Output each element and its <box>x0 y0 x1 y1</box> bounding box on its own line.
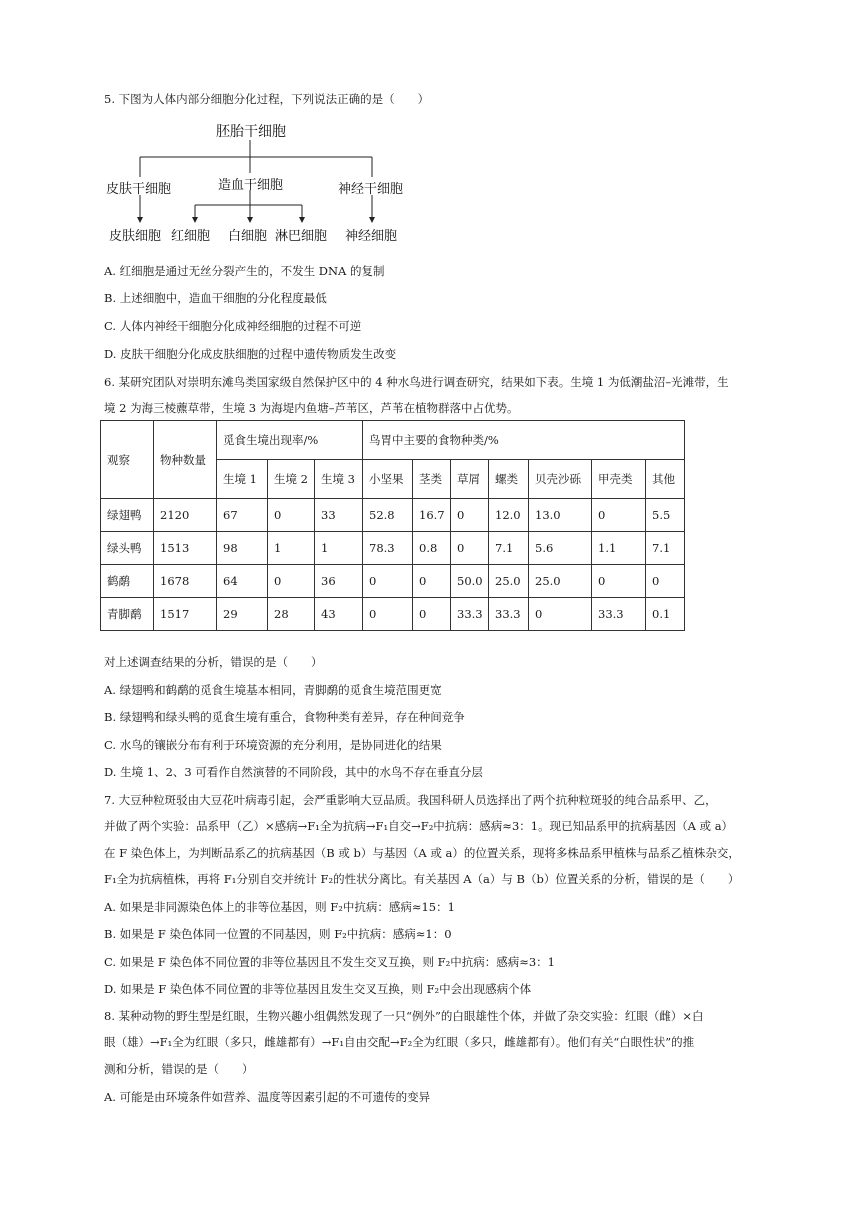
q7-option-a: A. 如果是非同源染色体上的非等位基因，则 F₂中抗病：感病≈15：1 <box>104 900 455 914</box>
table-cell: 7.1 <box>489 532 529 565</box>
header-other: 其他 <box>646 460 685 499</box>
table-cell: 12.0 <box>489 499 529 532</box>
q7-stem-line-3: 在 F 染色体上，为判断品系乙的抗病基因（B 或 b）与基因（A 或 a）的位置关系，现将多株品系甲植株与品系乙植株杂交， <box>104 846 740 860</box>
q8-stem-line-3: 测和分析，错误的是（ ） <box>104 1062 254 1076</box>
table-cell: 绿翅鸭 <box>101 499 154 532</box>
table-row <box>101 499 685 532</box>
header-habitat-rate: 觅食生境出现率/% <box>217 421 363 460</box>
header-stomach-food: 鸟胃中主要的食物种类/% <box>363 421 685 460</box>
diagram-skin-cell: 皮肤细胞 <box>109 229 162 244</box>
table-cell: 5.6 <box>529 532 592 565</box>
q8-stem-line-1: 8. 某种动物的野生型是红眼，生物兴趣小组偶然发现了一只“例外”的白眼雄性个体，并做了杂交实验：红眼（雌）×白 <box>104 1009 704 1023</box>
header-stems: 茎类 <box>413 460 451 499</box>
table-cell: 0 <box>529 598 592 631</box>
table-cell: 50.0 <box>451 565 489 598</box>
q5-option-b: B. 上述细胞中，造血干细胞的分化程度最低 <box>104 291 327 305</box>
table-cell: 1 <box>315 532 363 565</box>
table-cell: 0 <box>413 598 451 631</box>
diagram-lymphocyte: 淋巴细胞 <box>275 229 328 244</box>
table-cell: 52.8 <box>363 499 413 532</box>
table-cell: 1517 <box>154 598 217 631</box>
table-cell: 0 <box>413 565 451 598</box>
cell-differentiation-diagram <box>0 0 861 260</box>
table-cell: 1.1 <box>592 532 646 565</box>
table-cell: 98 <box>217 532 268 565</box>
q6-option-b: B. 绿翅鸭和绿头鸭的觅食生境有重合，食物种类有差异，存在种间竞争 <box>104 710 465 724</box>
q6-stem-line-1: 6. 某研究团队对崇明东滩鸟类国家级自然保护区中的 4 种水鸟进行调查研究，结果如下表。生境 1 为低潮盐沼–光滩带，生 <box>104 375 729 389</box>
table-cell: 青脚鹬 <box>101 598 154 631</box>
q8-option-a: A. 可能是由环境条件如营养、温度等因素引起的不可遗传的变异 <box>104 1090 431 1104</box>
diagram-neural-stem-cell: 神经干细胞 <box>338 182 404 197</box>
table-cell: 0 <box>646 565 685 598</box>
table-cell: 25.0 <box>529 565 592 598</box>
table-cell: 33.3 <box>489 598 529 631</box>
table-cell: 0 <box>363 598 413 631</box>
header-shell-gravel: 贝壳沙砾 <box>529 460 592 499</box>
q6-question: 对上述调查结果的分析，错误的是（ ） <box>104 655 323 669</box>
table-cell: 67 <box>217 499 268 532</box>
table-cell: 鹤鹬 <box>101 565 154 598</box>
header-species-count: 物种数量 <box>154 421 217 499</box>
q5-option-a: A. 红细胞是通过无丝分裂产生的，不发生 DNA 的复制 <box>104 264 385 278</box>
table-row <box>101 598 685 631</box>
diagram-red-blood-cell: 红细胞 <box>171 229 211 244</box>
diagram-root-embryonic-stem-cell: 胚胎干细胞 <box>216 124 286 140</box>
table-cell: 0 <box>268 499 315 532</box>
header-habitat-3: 生境 3 <box>315 460 363 499</box>
table-cell: 33 <box>315 499 363 532</box>
header-crustaceans: 甲壳类 <box>592 460 646 499</box>
table-row <box>101 565 685 598</box>
table-cell: 1513 <box>154 532 217 565</box>
table-cell: 36 <box>315 565 363 598</box>
q7-stem-line-2: 并做了两个实验：品系甲（乙）×感病→F₁全为抗病→F₁自交→F₂中抗病：感病≈3：1。现已知品系甲的抗病基因（A 或 a） <box>104 819 734 833</box>
table-cell: 64 <box>217 565 268 598</box>
q6-option-d: D. 生境 1、2、3 可看作自然演替的不同阶段，其中的水鸟不存在垂直分层 <box>104 765 483 779</box>
diagram-hematopoietic-stem-cell: 造血干细胞 <box>218 178 284 193</box>
table-cell: 5.5 <box>646 499 685 532</box>
diagram-white-blood-cell: 白细胞 <box>228 229 268 244</box>
table-cell: 0 <box>451 532 489 565</box>
q5-option-c: C. 人体内神经干细胞分化成神经细胞的过程不可逆 <box>104 319 362 333</box>
q7-option-c: C. 如果是 F 染色体不同位置的非等位基因且不发生交叉互换，则 F₂中抗病：感病≈3：1 <box>104 955 556 969</box>
table-cell: 25.0 <box>489 565 529 598</box>
table-cell: 16.7 <box>413 499 451 532</box>
table-cell: 1 <box>268 532 315 565</box>
table-row <box>101 532 685 565</box>
table-cell: 0 <box>592 565 646 598</box>
q5-stem: 5. 下图为人体内部分细胞分化过程，下列说法正确的是（ ） <box>104 92 430 106</box>
header-habitat-2: 生境 2 <box>268 460 315 499</box>
table-cell: 7.1 <box>646 532 685 565</box>
q6-option-c: C. 水鸟的镶嵌分布有利于环境资源的充分利用，是协同进化的结果 <box>104 738 442 752</box>
table-cell: 33.3 <box>592 598 646 631</box>
table-cell: 33.3 <box>451 598 489 631</box>
table-cell: 29 <box>217 598 268 631</box>
header-grass: 草屑 <box>451 460 489 499</box>
q6-stem-line-2: 境 2 为海三棱藨草带，生境 3 为海堤内鱼塘–芦苇区，芦苇在植物群落中占优势。 <box>104 401 519 415</box>
table-cell: 1678 <box>154 565 217 598</box>
q7-option-b: B. 如果是 F 染色体同一位置的不同基因，则 F₂中抗病：感病≈1：0 <box>104 927 452 941</box>
table-cell: 28 <box>268 598 315 631</box>
table-cell: 绿头鸭 <box>101 532 154 565</box>
table-cell: 0.1 <box>646 598 685 631</box>
diagram-nerve-cell: 神经细胞 <box>345 229 398 244</box>
header-snails: 螺类 <box>489 460 529 499</box>
q6-option-a: A. 绿翅鸭和鹤鹬的觅食生境基本相同，青脚鹬的觅食生境范围更宽 <box>104 683 442 697</box>
table-cell: 0 <box>592 499 646 532</box>
header-habitat-1: 生境 1 <box>217 460 268 499</box>
table-cell: 0 <box>363 565 413 598</box>
diagram-skin-stem-cell: 皮肤干细胞 <box>106 182 172 197</box>
table-cell: 2120 <box>154 499 217 532</box>
q8-stem-line-2: 眼（雄）→F₁全为红眼（多只，雌雄都有）→F₁自由交配→F₂全为红眼（多只，雌雄都有）。他们有关“白眼性状”的推 <box>104 1035 695 1049</box>
q5-option-d: D. 皮肤干细胞分化成皮肤细胞的过程中遗传物质发生改变 <box>104 347 397 361</box>
header-nuts: 小坚果 <box>363 460 413 499</box>
table-cell: 0 <box>268 565 315 598</box>
bird-survey-table <box>100 420 685 631</box>
table-cell: 0 <box>451 499 489 532</box>
table-cell: 43 <box>315 598 363 631</box>
q7-stem-line-1: 7. 大豆种粒斑驳由大豆花叶病毒引起，会严重影响大豆品质。我国科研人员选择出了两个抗种粒斑驳的纯合品系甲、乙， <box>104 793 717 807</box>
q7-option-d: D. 如果是 F 染色体不同位置的非等位基因且发生交叉互换，则 F₂中会出现感病个体 <box>104 982 532 996</box>
header-observe: 观察 <box>101 421 154 499</box>
q7-stem-line-4: F₁全为抗病植株，再将 F₁分别自交并统计 F₂的性状分离比。有关基因 A（a）与 B（b）位置关系的分析，错误的是（ ） <box>104 872 740 886</box>
table-cell: 0.8 <box>413 532 451 565</box>
table-cell: 78.3 <box>363 532 413 565</box>
table-cell: 13.0 <box>529 499 592 532</box>
